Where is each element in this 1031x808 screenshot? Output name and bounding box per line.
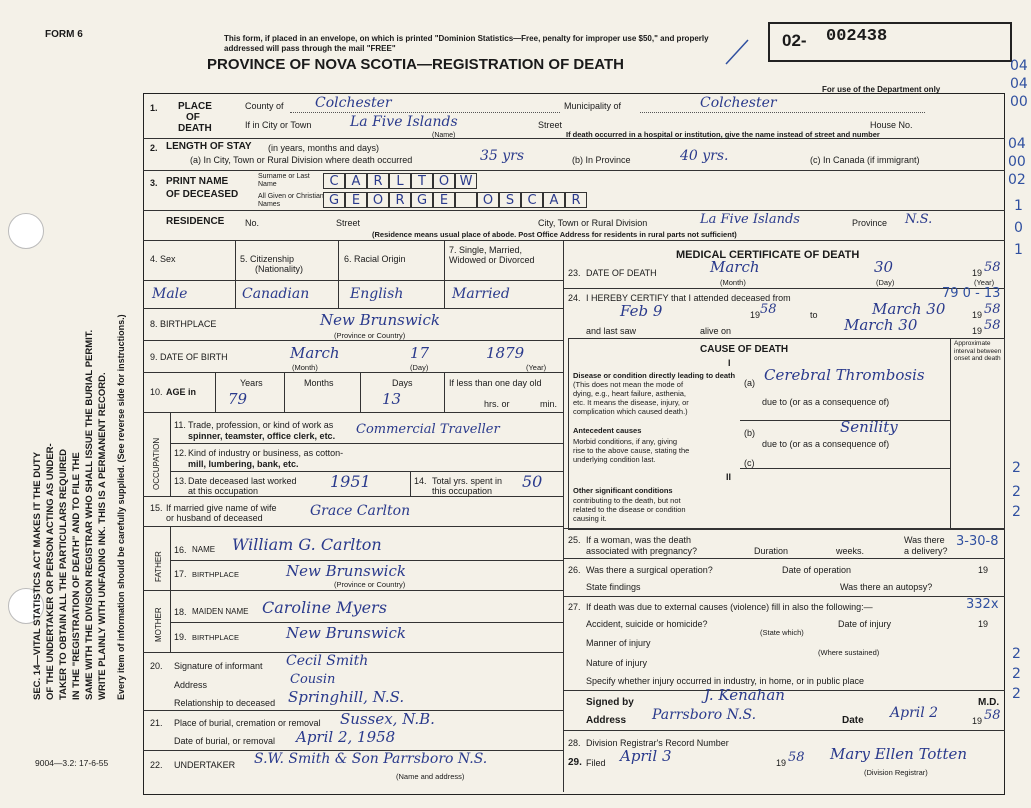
residence-province: N.S. [905, 212, 933, 227]
annot-6: 02 [1008, 172, 1026, 188]
death-month-label: (Month) [720, 278, 746, 287]
q12-num: 12. [174, 448, 187, 458]
informant-sig: Cecil Smith [286, 653, 369, 669]
cause-part-1: I [728, 358, 731, 368]
burial-date: April 2, 1958 [296, 728, 396, 746]
punch-hole-top [8, 213, 44, 249]
attend-from-prefix: 19 [750, 310, 761, 320]
given-letter-box: A [543, 192, 565, 208]
mother-name: Caroline Myers [262, 598, 387, 617]
county-label: County of [245, 101, 284, 111]
birthplace-label: 8. BIRTHPLACE [150, 319, 217, 329]
given-letter-box: E [345, 192, 367, 208]
signed-date: April 2 [890, 705, 939, 721]
mother-side-label: MOTHER [154, 607, 163, 642]
marital-label: 7. Single, Married, Widowed or Divorced [449, 245, 535, 265]
age-min-label: min. [540, 399, 558, 409]
q27-industry-label: Specify whether injury occurred in industry, in home, or in public place [586, 676, 864, 686]
attend-to-prefix: 19 [972, 310, 983, 320]
place-num: 1. [150, 103, 158, 113]
annot-13: 2 [1012, 646, 1021, 662]
given-letter-box: R [565, 192, 587, 208]
cause-direct-5: complication which caused death.) [573, 407, 688, 416]
side-note-4: IN THE "REGISTRATION OF DEATH" AND TO FILE THE [71, 452, 82, 700]
annot-1: 04 [1010, 58, 1028, 74]
surname-letter-box: C [323, 173, 345, 189]
undertaker-label: UNDERTAKER [174, 760, 236, 770]
given-letter-box: E [433, 192, 455, 208]
q23-label: DATE OF DEATH [586, 268, 657, 278]
surname-letter-box: L [389, 173, 411, 189]
age-num: 10. [150, 387, 163, 397]
stay-a-label: (a) In City, Town or Rural Division where death occurred [190, 155, 413, 165]
burial-num: 21. [150, 718, 163, 728]
side-note-5: SAME WITH THE DIVISION REGISTRAR WHO SHALL ISSUE THE BURIAL PERMIT. [84, 329, 95, 700]
attend-to-label: to [810, 310, 818, 320]
attend-to: March 30 [872, 300, 946, 318]
stay-c-label: (c) In Canada (if immigrant) [810, 155, 920, 165]
sex-label: 4. Sex [150, 254, 176, 264]
q25-num: 25. [568, 535, 581, 545]
cause-direct-2: (This does not mean the mode of [573, 380, 684, 389]
signed-year-prefix: 19 [972, 716, 983, 726]
cause-other-2: contributing to the death, but not [573, 496, 681, 505]
residence-street: Street [336, 218, 361, 228]
annot-9: 1 [1014, 242, 1023, 258]
father-bp-label: BIRTHPLACE [192, 570, 239, 579]
hospital-note: If death occurred in a hospital or institution, give the name instead of street and number [566, 130, 880, 139]
birthplace-sub: (Province or Country) [334, 331, 406, 340]
side-note-3: TAKER TO OBTAIN ALL THE PARTICULARS REQUIRED [58, 448, 69, 700]
cause-part-2: II [726, 472, 732, 482]
q26-state-label: State findings [586, 582, 641, 592]
age-label: AGE in [166, 387, 197, 397]
q26-date-label: Date of operation [782, 565, 852, 575]
dept-use-note: For use of the Department only [822, 85, 941, 94]
father-bp: New Brunswick [286, 562, 406, 580]
cause-direct-3: dying, e.g., heart failure, asthenia, [573, 389, 686, 398]
surname-letter-box: R [367, 173, 389, 189]
spouse-label-2: or husband of deceased [166, 513, 263, 523]
cause-direct-4: etc. It means the disease, injury, or [573, 398, 689, 407]
q12-label: Kind of industry or business, as cotton- [188, 448, 344, 458]
residence-label: RESIDENCE [166, 216, 225, 227]
filed-date: April 3 [620, 747, 672, 765]
side-note-6: WRITE PLAINLY WITH UNFADING INK. THIS IS A PERMANENT RECORD. [97, 372, 108, 700]
q28-num: 28. [568, 738, 581, 748]
registration-prefix: 02- [782, 31, 807, 50]
residence-note: (Residence means usual place of abode. Post Office Address for residents in rural parts not sufficient) [372, 230, 737, 239]
age-years: 79 [228, 390, 248, 408]
sex-value: Male [152, 286, 188, 302]
racial-value: English [350, 286, 404, 302]
death-year-label: (Year) [974, 278, 995, 287]
form-title: PROVINCE OF NOVA SCOTIA—REGISTRATION OF DEATH [207, 56, 624, 73]
age-days-label: Days [392, 378, 413, 388]
cause-a: Cerebral Thrombosis [764, 366, 925, 384]
given-letter-box: G [411, 192, 433, 208]
informant-sig-label: Signature of informant [174, 661, 263, 671]
cause-ante-1: Antecedent causes [573, 426, 642, 435]
death-day-label: (Day) [876, 278, 895, 287]
signed-addr: Parrsboro N.S. [652, 707, 757, 723]
father-side-label: FATHER [154, 551, 163, 582]
q11-num: 11. [174, 420, 186, 430]
annot-2: 04 [1010, 76, 1028, 92]
annot-15: 2 [1012, 686, 1021, 702]
q27-year-prefix: 19 [978, 619, 989, 629]
q27-manner-label: Manner of injury [586, 638, 651, 648]
age-less-label: If less than one day old [449, 378, 542, 388]
q29-num: 29. [568, 757, 582, 768]
q25-delivery-2: a delivery? [904, 546, 948, 556]
last-seen-label: and last saw [586, 326, 637, 336]
surname-letter-box: T [411, 173, 433, 189]
age-hrs-label: hrs. or [484, 399, 510, 409]
burial-place: Sussex, N.B. [340, 710, 435, 728]
name-label-2: OF DECEASED [166, 189, 239, 200]
q25-delivery: Was there [904, 535, 945, 545]
given-label: All Given or Christian Names [258, 193, 324, 208]
father-name-label: NAME [192, 545, 216, 554]
cause-other-3: related to the disease or condition [573, 505, 686, 514]
q24-label: I HEREBY CERTIFY that I attended deceased from [586, 293, 791, 303]
house-label: House No. [870, 120, 913, 130]
municipality-label: Municipality of [564, 101, 622, 111]
dob-day: 17 [410, 344, 430, 362]
cause-ante-3: rise to the above cause, stating the [573, 446, 690, 455]
stay-b-label: (b) In Province [572, 155, 631, 165]
q13b-label: at this occupation [188, 486, 259, 496]
annot-code-2: 3-30-8 [956, 534, 999, 549]
annot-code-1: 79 0 - 13 [942, 286, 1001, 301]
city-label: If in City or Town [245, 120, 312, 130]
surname-letter-box: W [455, 173, 477, 189]
side-note-2: OF THE UNDERTAKER OR PERSON ACTING AS UNDER- [45, 443, 56, 700]
death-day: 30 [874, 258, 894, 276]
mother-bp: New Brunswick [286, 624, 406, 642]
racial-label: 6. Racial Origin [344, 254, 406, 264]
given-letter-box: G [323, 192, 345, 208]
cause-c-label: (c) [744, 458, 755, 468]
place-label-1: PLACE [178, 101, 212, 112]
burial-label: Place of burial, cremation or removal [174, 718, 321, 728]
registrar-sig-label: (Division Registrar) [864, 768, 928, 777]
city-value: La Five Islands [350, 114, 458, 130]
informant-num: 20. [150, 661, 163, 671]
cause-title: CAUSE OF DEATH [700, 344, 789, 355]
citizenship-sub: (Nationality) [255, 264, 304, 274]
q28-label: Division Registrar's Record Number [586, 738, 729, 748]
citizenship-label: 5. Citizenship [240, 254, 295, 264]
filed-year: 58 [788, 750, 805, 765]
signed-value: J. Kenahan [704, 686, 785, 704]
cause-a-label: (a) [744, 378, 755, 388]
surname-letter-box: O [433, 173, 455, 189]
surname-label: Surname or Last Name [258, 173, 310, 188]
mother-bp-label: BIRTHPLACE [192, 633, 239, 642]
signed-md: M.D. [978, 697, 1000, 708]
surname-letter-box: A [345, 173, 367, 189]
residence-province-label: Province [852, 218, 888, 228]
father-name: William G. Carlton [232, 535, 382, 554]
stay-a-value: 35 yrs [480, 148, 525, 164]
annot-8: 0 [1014, 220, 1023, 236]
given-letter-box: S [499, 192, 521, 208]
signed-date-label: Date [842, 715, 864, 726]
annot-4: 04 [1008, 136, 1026, 152]
birthplace-value: New Brunswick [320, 311, 440, 329]
cause-approx: Approximate interval between onset and death [954, 340, 1002, 362]
annot-10: 2 [1012, 460, 1021, 476]
q26-year-prefix: 19 [978, 565, 989, 575]
q27-accident-sub: (State which) [760, 628, 804, 637]
stay-b-value: 40 yrs. [680, 148, 729, 164]
q27-where-label: (Where sustained) [818, 648, 880, 657]
marital-value: Married [452, 286, 510, 302]
age-months-label: Months [304, 378, 334, 388]
stay-label: LENGTH OF STAY [166, 141, 252, 152]
cause-ante-2: Morbid conditions, if any, giving [573, 437, 678, 446]
undertaker-sub: (Name and address) [396, 772, 465, 781]
attend-from: Feb 9 [620, 302, 663, 320]
registrar-signature: Mary Ellen Totten [830, 745, 968, 763]
q27-label: If death was due to external causes (violence) fill in also the following:— [586, 602, 873, 612]
stay-label-sub: (in years, months and days) [268, 143, 380, 153]
given-letter-box: O [367, 192, 389, 208]
father-bp-num: 17. [174, 569, 187, 579]
annot-3: 00 [1010, 94, 1028, 110]
cause-due-1: due to (or as a consequence of) [762, 397, 890, 407]
q27-date-label: Date of injury [838, 619, 892, 629]
q27-num: 27. [568, 602, 581, 612]
trade-value: Commercial Traveller [356, 422, 500, 437]
burial-date-label: Date of burial, or removal [174, 736, 276, 746]
q14-num: 14. [414, 476, 427, 486]
q27-accident-label: Accident, suicide or homicide? [586, 619, 708, 629]
postal-note-1: This form, if placed in an envelope, on which is printed "Dominion Statistics—Free, penalty for improper use $50," and properly addressed will pass through the mail "FREE" [224, 34, 709, 53]
spouse-num: 15. [150, 503, 163, 513]
citizenship-value: Canadian [242, 286, 310, 302]
spouse-value: Grace Carlton [310, 503, 411, 519]
q27-nature-label: Nature of injury [586, 658, 648, 668]
pen-slash-mark [722, 36, 752, 68]
name-num: 3. [150, 178, 158, 188]
last-seen-mid: alive on [700, 326, 732, 336]
dob-month: March [290, 344, 340, 362]
given-letter-box: R [389, 192, 411, 208]
footer-code: 9004—3.2: 17-6-55 [35, 758, 109, 768]
signed-addr-label: Address [586, 715, 627, 726]
dob-label: 9. DATE OF BIRTH [150, 352, 228, 362]
stay-num: 2. [150, 143, 158, 153]
informant-rel-label: Relationship to deceased [174, 698, 276, 708]
q26-label: Was there a surgical operation? [586, 565, 713, 575]
undertaker-value: S.W. Smith & Son Parrsboro N.S. [254, 751, 488, 767]
name-label-1: PRINT NAME [166, 176, 229, 187]
municipality-value: Colchester [700, 95, 777, 111]
signed-label: Signed by [586, 697, 634, 708]
last-worked-value: 1951 [330, 472, 371, 491]
street-label: Street [538, 120, 563, 130]
spouse-label: If married give name of wife [166, 503, 277, 513]
last-seen-prefix: 19 [972, 326, 983, 336]
last-seen-year: 58 [984, 318, 1001, 333]
form-number: FORM 6 [45, 29, 83, 40]
annot-code-3: 332x [966, 597, 999, 612]
residence-no: No. [245, 218, 260, 228]
mother-bp-num: 19. [174, 632, 187, 642]
death-month: March [710, 258, 760, 276]
undertaker-num: 22. [150, 760, 163, 770]
place-label-2: OF [186, 112, 200, 123]
cause-due-2: due to (or as a consequence of) [762, 439, 890, 449]
q11b-label: spinner, teamster, office clerk, etc. [188, 431, 336, 441]
attend-from-year: 58 [760, 302, 777, 317]
annot-5: 00 [1008, 154, 1026, 170]
mother-num: 18. [174, 607, 187, 617]
filed-year-prefix: 19 [776, 758, 787, 768]
given-letter-box: O [477, 192, 499, 208]
q14-label: Total yrs. spent in [432, 476, 503, 486]
side-note-7: Every item of information should be carefully supplied. (See reverse side for instructions.) [116, 314, 126, 700]
q25-weeks: weeks. [836, 546, 865, 556]
attend-to-year: 58 [984, 302, 1001, 317]
q13-num: 13. [174, 476, 187, 486]
annot-12: 2 [1012, 504, 1021, 520]
annot-11: 2 [1012, 484, 1021, 500]
residence-city: La Five Islands [700, 212, 800, 227]
registration-number: 002438 [826, 27, 888, 46]
q23-num: 23. [568, 268, 581, 278]
death-year: 58 [984, 260, 1001, 275]
q25-label: If a woman, was the death [586, 535, 692, 545]
q26-num: 26. [568, 565, 581, 575]
q11-label: Trade, profession, or kind of work as [188, 420, 334, 430]
dob-year-label: (Year) [526, 363, 547, 372]
informant-addr: Cousin [290, 672, 336, 687]
q13-label: Date deceased last worked [188, 476, 297, 486]
age-days: 13 [382, 390, 402, 408]
q26-autopsy-label: Was there an autopsy? [840, 582, 933, 592]
occupation-side-label: OCCUPATION [152, 437, 161, 490]
signed-year: 58 [984, 708, 1001, 723]
dob-month-label: (Month) [292, 363, 318, 372]
cause-other-4: causing it. [573, 514, 607, 523]
dob-day-label: (Day) [410, 363, 429, 372]
county-value: Colchester [315, 95, 392, 111]
side-note-1: SEC. 14—VITAL STATISTICS ACT MAKES IT THE DUTY [32, 451, 43, 700]
father-bp-sub: (Province or Country) [334, 580, 406, 589]
cause-other-1: Other significant conditions [573, 486, 673, 495]
residence-city-label: City, Town or Rural Division [538, 218, 648, 228]
cause-b: Senility [840, 418, 898, 436]
informant-addr-label: Address [174, 680, 208, 690]
total-yrs-value: 50 [522, 472, 543, 491]
place-label-3: DEATH [178, 123, 212, 134]
cause-b-label: (b) [744, 428, 755, 438]
given-letter-box: C [521, 192, 543, 208]
q12b-label: mill, lumbering, bank, etc. [188, 459, 299, 469]
death-year-prefix: 19 [972, 268, 983, 278]
age-years-label: Years [240, 378, 263, 388]
annot-7: 1 [1014, 198, 1023, 214]
cause-ante-4: underlying condition last. [573, 455, 656, 464]
dob-year: 1879 [486, 344, 525, 362]
annot-14: 2 [1012, 666, 1021, 682]
q25-duration: Duration [754, 546, 789, 556]
given-letter-box [455, 192, 477, 208]
father-num: 16. [174, 545, 187, 555]
name-sublabel: (Name) [432, 132, 456, 139]
q29-label: Filed [586, 758, 606, 768]
q25-label-2: associated with pregnancy? [586, 546, 698, 556]
last-seen: March 30 [844, 316, 918, 334]
cause-direct-1: Disease or condition directly leading to death [573, 371, 736, 380]
mother-name-label: MAIDEN NAME [192, 607, 249, 616]
q24-num: 24. [568, 293, 581, 303]
informant-rel: Springhill, N.S. [288, 688, 405, 706]
medical-title: MEDICAL CERTIFICATE OF DEATH [676, 249, 860, 261]
q14b-label: this occupation [432, 486, 493, 496]
